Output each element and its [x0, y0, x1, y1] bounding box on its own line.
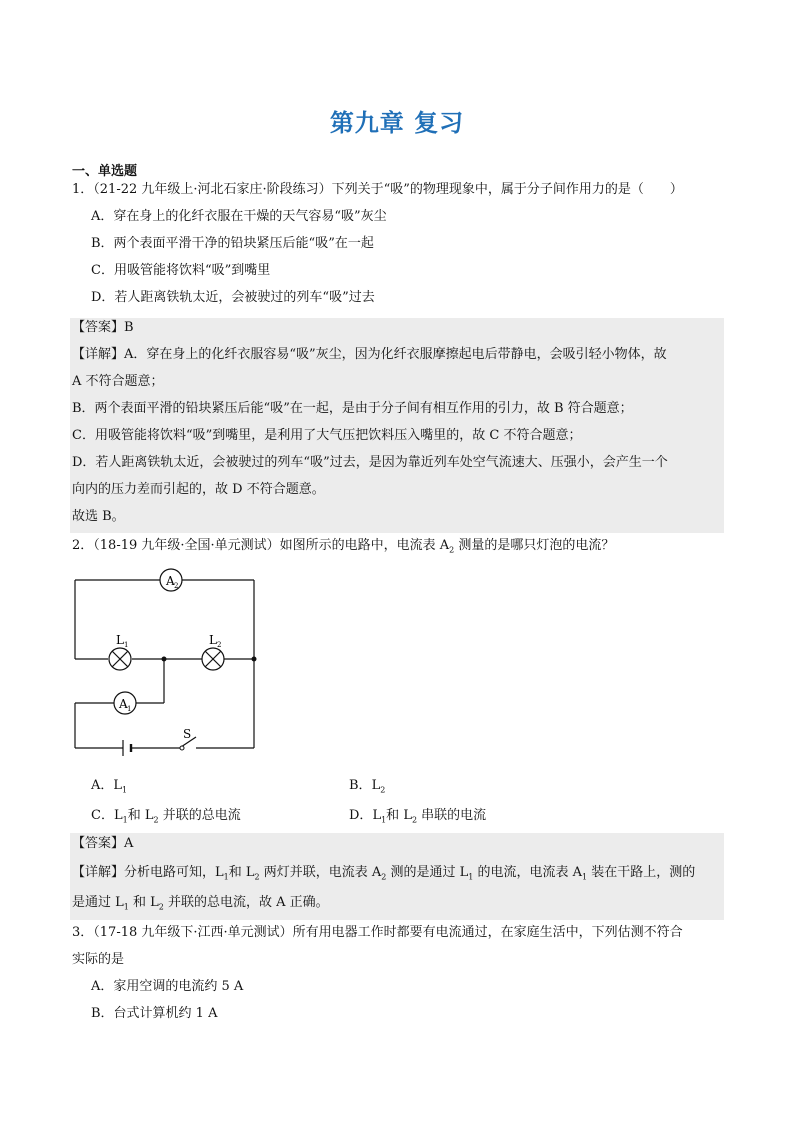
q1-stem: 1．（21-22 九年级上·河北石家庄·阶段练习）下列关于“吸”的物理现象中，属于分子间作用力的是（ ）	[72, 182, 683, 197]
ammeter-a1-label: A	[119, 697, 128, 711]
junction-dot	[162, 657, 167, 662]
q1-explain-line: B．两个表面平滑的铅块紧压后能“吸”在一起，是由于分子间有相互作用的引力，故 B 符合题意；	[72, 401, 633, 416]
circuit-diagram	[60, 560, 280, 760]
ammeter-a1-sub: 1	[127, 705, 132, 713]
q2-stem: 2．（18-19 九年级·全国·单元测试）如图所示的电路中，电流表 $A_2$ 测量的是哪只灯泡的电流？	[72, 538, 615, 555]
q2-explain-line: 【详解】分析电路可知，$L_1$和 $L_2$ 两灯并联，电流表 $A_2$ 测的是通过 $L_1$ 的电流，电流表 $A_1$ 装在干路上，测的	[72, 865, 696, 882]
q2-option-a: A．$L_1$	[91, 778, 128, 795]
bulb-l2-label: L	[209, 633, 217, 647]
bulb-l2-sub: 2	[217, 641, 222, 649]
bulb-l1-label: L	[116, 633, 124, 647]
switch-label: S	[183, 727, 192, 741]
q1-explain-line: 【详解】A．穿在身上的化纤衣服容易“吸”灰尘，因为化纤衣服摩擦起电后带静电，会吸引轻小物体，故	[72, 347, 667, 362]
q1-explain-line: C．用吸管能将饮料“吸”到嘴里，是利用了大气压把饮料压入嘴里的，故 C 不符合题意；	[72, 428, 582, 443]
switch-pivot	[180, 746, 184, 750]
q1-explain-line: 向内的压力差而引起的，故 D 不符合题意。	[72, 482, 325, 497]
q2-option-d: D．$L_1$和 $L_2$ 串联的电流	[349, 808, 487, 825]
bulb-l1-sub: 1	[124, 641, 129, 649]
q1-option-a: A．穿在身上的化纤衣服在干燥的天气容易“吸”灰尘	[91, 209, 387, 224]
q1-explain-line: 故选 B。	[72, 509, 125, 524]
section-heading: 一、单选题	[72, 164, 138, 179]
q1-option-d: D．若人距离铁轨太近，会被驶过的列车“吸”过去	[91, 290, 375, 305]
q1-explain-line: A 不符合题意；	[72, 374, 164, 389]
ammeter-a2-label: A	[166, 574, 175, 588]
ammeter-a2-sub: 2	[174, 582, 179, 590]
q2-answer: 【答案】A	[72, 836, 134, 851]
q2-option-c: C．$L_1$和 $L_2$ 并联的总电流	[91, 808, 241, 825]
q3-stem: 3．（17-18 九年级下·江西·单元测试）所有用电器工作时都要有电流通过，在家庭生活中，下列估测不符合	[72, 925, 683, 940]
q1-option-b: B．两个表面平滑干净的铅块紧压后能“吸”在一起	[91, 236, 374, 251]
q1-explain-line: D．若人距离铁轨太近，会被驶过的列车“吸”过去，是因为靠近列车处空气流速大、压强小，会产生一个	[72, 455, 668, 470]
page-title: 第九章 复习	[329, 109, 465, 137]
q1-option-c: C．用吸管能将饮料“吸”到嘴里	[91, 263, 271, 278]
q3-option-a: A．家用空调的电流约 5 A	[91, 979, 244, 994]
q3-stem: 实际的是	[72, 952, 125, 967]
q1-answer: 【答案】B	[72, 320, 134, 335]
q2-explain-line: 是通过 $L_1$ 和 $L_2$ 并联的总电流，故 A 正确。	[72, 895, 329, 912]
q3-option-b: B．台式计算机约 1 A	[91, 1006, 218, 1021]
junction-dot	[252, 657, 257, 662]
q2-option-b: B．$L_2$	[349, 778, 386, 795]
